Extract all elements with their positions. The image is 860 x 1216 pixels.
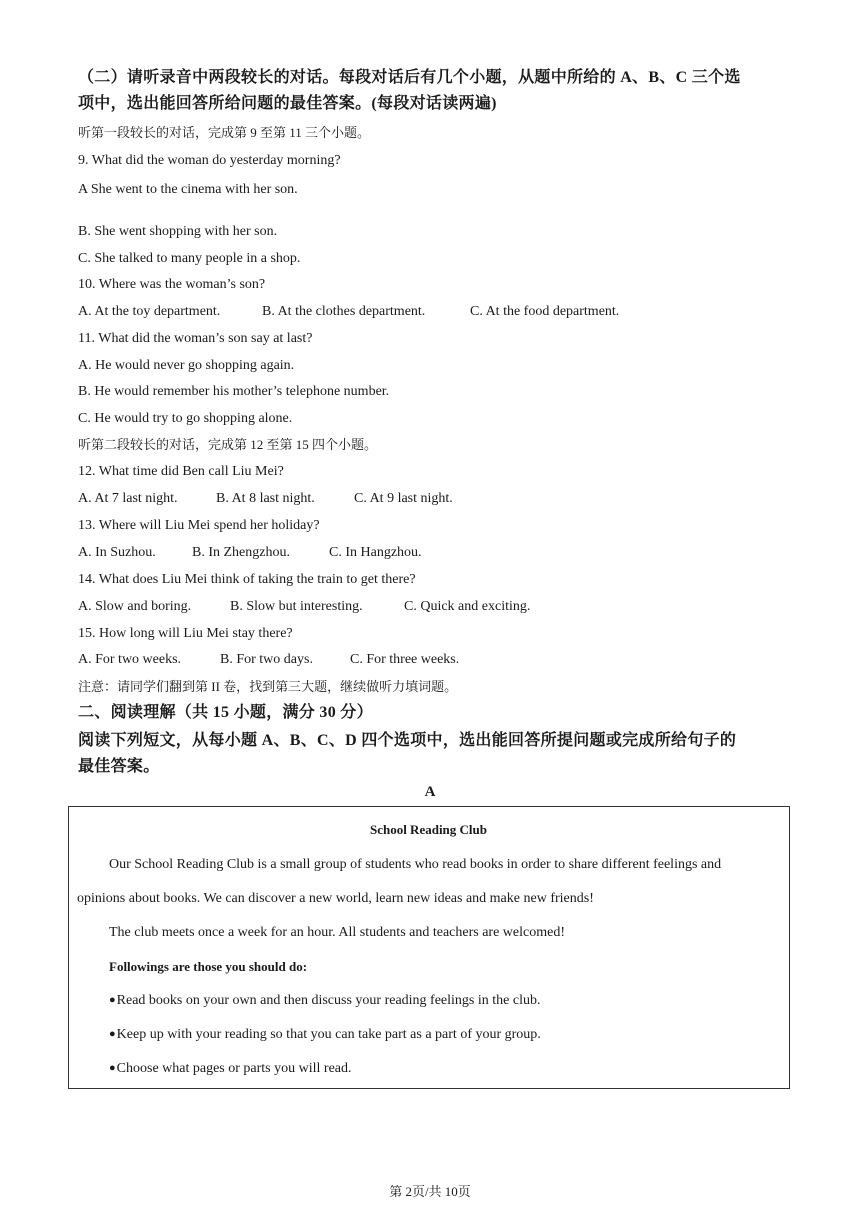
q14-option-b: B. Slow but interesting. — [230, 599, 363, 614]
passage-label: A — [424, 784, 436, 800]
section-heading-line2: 项中，选出能回答所给问题的最佳答案。(每段对话读两遍) — [78, 95, 497, 112]
q14-question: 14. What does Liu Mei think of taking the train to get there? — [78, 572, 416, 587]
section-heading-line1: （二）请听录音中两段较长的对话。每段对话后有几个小题，从题中所给的 A、B、C 三个选 — [78, 69, 741, 86]
page-footer: 第 2页/共 10页 — [389, 1184, 471, 1199]
q13-option-b: B. In Zhengzhou. — [192, 545, 290, 560]
q9-option-b: B. She went shopping with her son. — [78, 224, 278, 239]
q15-question: 15. How long will Liu Mei stay there? — [78, 626, 293, 641]
passage-p2: The club meets once a week for an hour. All students and teachers are welcomed! — [109, 925, 565, 940]
q13-option-c: C. In Hangzhou. — [329, 545, 422, 560]
bullet-icon: ● — [109, 994, 116, 1006]
q15-option-c: C. For three weeks. — [350, 652, 460, 667]
q13-question: 13. Where will Liu Mei spend her holiday? — [78, 518, 320, 533]
q11-option-c: C. He would try to go shopping alone. — [78, 411, 293, 426]
q12-option-a: A. At 7 last night. — [78, 491, 178, 506]
q10-option-c: C. At the food department. — [470, 304, 620, 319]
bullet-item: ●Read books on your own and then discuss your reading feelings in the club. — [109, 993, 541, 1008]
q12-option-c: C. At 9 last night. — [354, 491, 453, 506]
dialogue2-intro: 听第二段较长的对话，完成第 12 至第 15 四个小题。 — [78, 437, 378, 452]
q9-question: 9. What did the woman do yesterday morning? — [78, 153, 341, 168]
part2-heading: 二、阅读理解（共 15 小题，满分 30 分） — [78, 704, 373, 721]
part2-instruction-line1: 阅读下列短文，从每小题 A、B、C、D 四个选项中，选出能回答所提问题或完成所给句子的 — [78, 732, 737, 749]
dialogue1-intro: 听第一段较长的对话，完成第 9 至第 11 三个小题。 — [78, 125, 371, 140]
q15-option-b: B. For two days. — [220, 652, 313, 667]
q9-option-a: A She went to the cinema with her son. — [78, 182, 298, 197]
q9-option-c: C. She talked to many people in a shop. — [78, 251, 301, 266]
bullet-icon: ● — [109, 1028, 116, 1040]
q13-option-a: A. In Suzhou. — [78, 545, 156, 560]
passage-p1-line2: opinions about books. We can discover a new world, learn new ideas and make new friends! — [77, 891, 594, 906]
q12-question: 12. What time did Ben call Liu Mei? — [78, 464, 284, 479]
q11-option-b: B. He would remember his mother’s telephone number. — [78, 384, 390, 399]
bullet-item: ●Keep up with your reading so that you can take part as a part of your group. — [109, 1027, 541, 1042]
q11-question: 11. What did the woman’s son say at last? — [78, 331, 313, 346]
q10-option-b: B. At the clothes department. — [262, 304, 426, 319]
passage-title: School Reading Club — [369, 822, 488, 837]
passage-p1-line1: Our School Reading Club is a small group of students who read books in order to share different feelings and — [109, 857, 722, 872]
note: 注意：请同学们翻到第 II 卷，找到第三大题，继续做听力填词题。 — [78, 679, 458, 694]
q12-option-b: B. At 8 last night. — [216, 491, 315, 506]
q14-option-a: A. Slow and boring. — [78, 599, 192, 614]
q10-question: 10. Where was the woman’s son? — [78, 277, 266, 292]
passage-box — [68, 806, 790, 1089]
bullet-icon: ● — [109, 1062, 116, 1074]
q14-option-c: C. Quick and exciting. — [404, 599, 531, 614]
bullet-item: ●Choose what pages or parts you will read. — [109, 1061, 352, 1076]
q11-option-a: A. He would never go shopping again. — [78, 358, 295, 373]
passage-subheading: Followings are those you should do: — [109, 959, 308, 974]
q15-option-a: A. For two weeks. — [78, 652, 182, 667]
part2-instruction-line2: 最佳答案。 — [78, 758, 160, 775]
q10-option-a: A. At the toy department. — [78, 304, 221, 319]
